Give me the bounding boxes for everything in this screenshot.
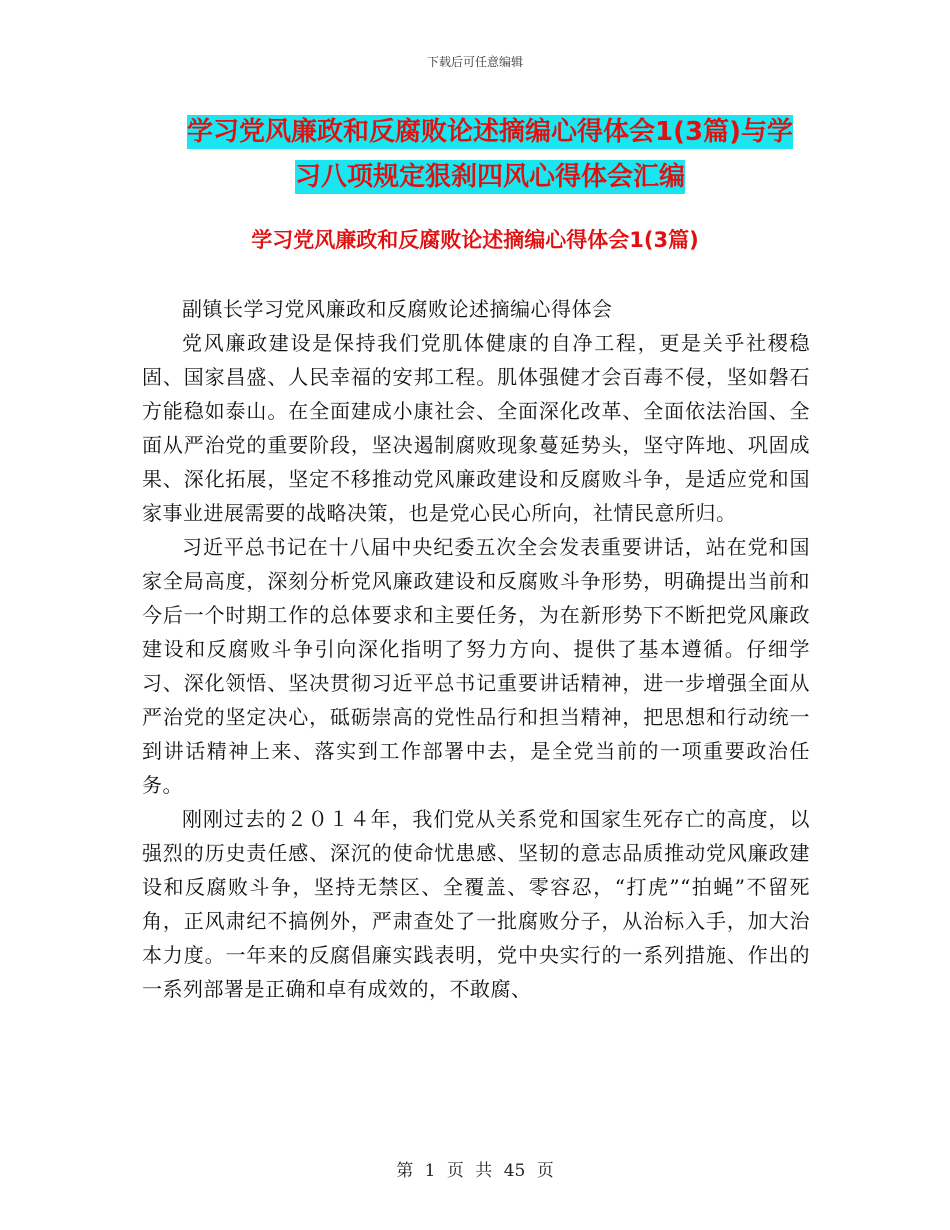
paragraph-subtitle: 副镇长学习党风廉政和反腐败论述摘编心得体会 (182, 297, 613, 321)
paragraph: 刚刚过去的２０１４年，我们党从关系党和国家生死存亡的高度，以强烈的历史责任感、深沉的使命忧患感、坚韧的意志品质推动党风廉政建设和反腐败斗争，坚持无禁区、全覆盖、零容忍，“打虎”“拍蝇”不留死角，正风肃纪不搞例外，严肃查处了一批腐败分子，从治标入手，加大治本力度。一年来的反腐倡廉实践表明，党中央实行的一系列措施、作出的一系列部署是正确和卓有成效的，不敢腐、 (142, 807, 810, 1001)
document-title (150, 110, 830, 200)
page-footer: 第 1 页 共 45 页 (396, 1161, 554, 1181)
header-note: 下载后可任意编辑 (426, 55, 523, 69)
paragraph: 习近平总书记在十八届中央纪委五次全会发表重要讲话，站在党和国家全局高度，深刻分析党风廉政建设和反腐败斗争形势，明确提出当前和今后一个时期工作的总体要求和主要任务，为在新形势下不断把党风廉政建设和反腐败斗争引向深化指明了努力方向、提供了基本遵循。仔细学习、深化领悟、坚决贯彻习近平总书记重要讲话精神，进一步增强全面从严治党的坚定决心，砥砺崇高的党性品行和担当精神，把思想和行动统一到讲话精神上来、落实到工作部署中去，是全党当前的一项重要政治任务。 (142, 535, 810, 797)
section-title: 学习党风廉政和反腐败论述摘编心得体会1(3篇) (251, 228, 699, 252)
document-body (142, 292, 810, 1006)
title-line-2: 习八项规定狠刹四风心得体会汇编 (294, 162, 685, 192)
title-line-1: 学习党风廉政和反腐败论述摘编心得体会1(3篇)与学 (187, 117, 793, 147)
paragraph: 党风廉政建设是保持我们党肌体健康的自净工程，更是关乎社稷稳固、国家昌盛、人民幸福的安邦工程。肌体强健才会百毒不侵，坚如磐石方能稳如泰山。在全面建成小康社会、全面深化改革、全面依法治国、全面从严治党的重要阶段，坚决遏制腐败现象蔓延势头，坚守阵地、巩固成果、深化拓展，坚定不移推动党风廉政建设和反腐败斗争，是适应党和国家事业进展需要的战略决策，也是党心民心所向，社情民意所归。 (142, 331, 810, 525)
